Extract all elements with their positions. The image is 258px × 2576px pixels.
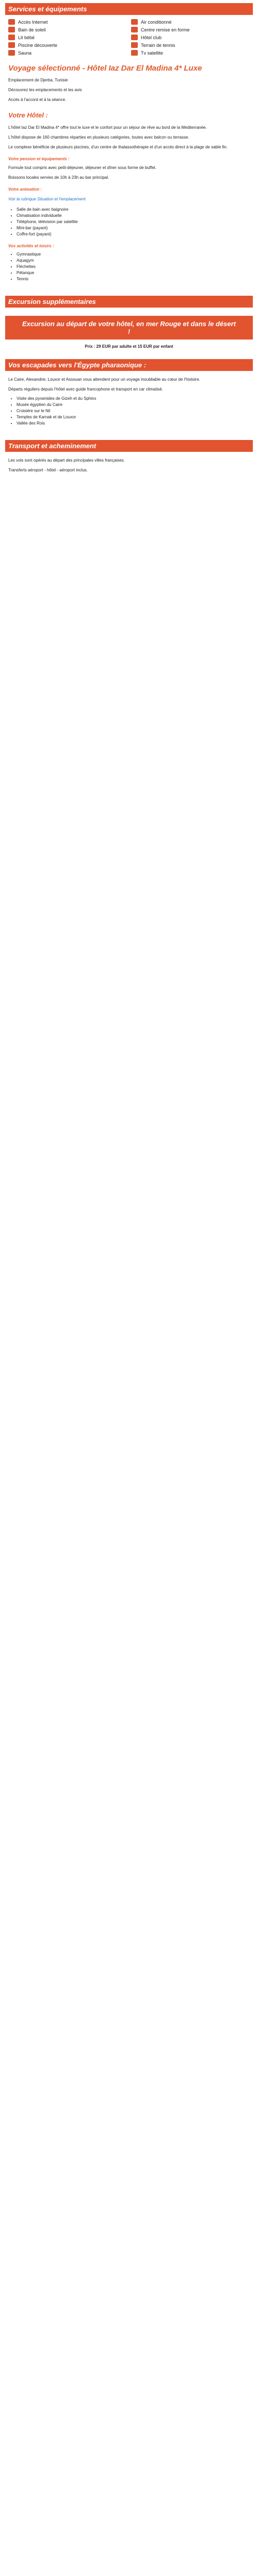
service-item: Tv satellite: [131, 50, 250, 56]
service-item: Air conditionné: [131, 19, 250, 25]
situation-link[interactable]: Voir la rubrique Situation et l'emplacement: [8, 197, 86, 201]
excursions-heading: Excursion supplémentaires: [5, 296, 253, 308]
list-item: • Pétanque: [17, 270, 250, 276]
crib-icon: [8, 35, 15, 40]
list-item: • Gymnastique: [17, 251, 250, 258]
egypt-block: [5, 371, 253, 431]
service-item: Sauna: [8, 50, 127, 56]
list-item: • Vallée des Rois: [17, 420, 250, 427]
excursion-price: Prix : 29 EUR par adulte et 15 EUR par enfant: [85, 344, 173, 349]
list-item: • Mini-bar (payant): [17, 225, 250, 231]
excursion-box: Excursion au départ de votre hôtel, en mer Rouge et dans le désert !: [5, 316, 253, 340]
hotel-name-title: Voyage sélectionné - Hôtel Iaz Dar El Madina 4* Luxe: [8, 64, 202, 73]
transport-heading: Transport et acheminement: [5, 440, 253, 452]
transport-paragraph: Les vols sont opérés au départ des principales villes françaises.: [8, 458, 125, 463]
activities-list: [17, 251, 250, 282]
egypt-list: [17, 396, 250, 427]
list-item: • Aquagym: [17, 258, 250, 264]
egypt-paragraph: Départs réguliers depuis l'hôtel avec guide francophone et transport en car climatisé.: [8, 387, 163, 392]
list-item: • Tennis: [17, 276, 250, 282]
club-icon: [131, 35, 138, 40]
animation-heading: Votre animation :: [8, 187, 42, 192]
service-item: Lit bébé: [8, 35, 127, 40]
pension-heading: Votre pension et équipements :: [8, 157, 70, 161]
hotel-paragraph: Le complexe bénéficie de plusieurs piscines, d'un centre de thalassothérapie et d'un accès direct à la plage de sable fin.: [8, 145, 228, 149]
services-title: Services et équipements: [5, 3, 253, 15]
wifi-icon: [8, 19, 15, 25]
sauna-icon: [8, 50, 15, 56]
pension-paragraph: Boissons locales servies de 10h à 23h au bar principal.: [8, 175, 109, 180]
service-item: Piscine découverte: [8, 42, 127, 48]
list-item: • Climatisation individuelle: [17, 213, 250, 219]
intro-line: Emplacement de Djerba, Tunisie: [8, 78, 68, 82]
hotel-heading: Votre Hôtel :: [8, 111, 48, 119]
services-grid: [5, 15, 253, 60]
pool-icon: [8, 42, 15, 48]
tv-icon: [131, 50, 138, 56]
pension-paragraph: Formule tout compris avec petit-déjeuner, déjeuner et dîner sous forme de buffet.: [8, 165, 157, 170]
egypt-heading: Vos escapades vers l'Égypte pharaonique :: [5, 359, 253, 371]
list-item: • Fléchettes: [17, 264, 250, 270]
intro-block: [5, 60, 253, 286]
list-item: • Visite des pyramides de Gizeh et du Sphinx: [17, 396, 250, 402]
transport-block: [5, 452, 253, 478]
room-amenities-list: [17, 207, 250, 238]
transport-paragraph: Transferts aéroport - hôtel - aéroport inclus.: [8, 468, 88, 472]
dumbbell-icon: [131, 27, 138, 32]
service-item: Centre remise en forme: [131, 27, 250, 32]
service-item: Accès Internet: [8, 19, 127, 25]
list-item: • Croisière sur le Nil: [17, 408, 250, 414]
sun-icon: [8, 27, 15, 32]
list-item: • Temples de Karnak et de Louxor: [17, 414, 250, 420]
service-item: Hôtel club: [131, 35, 250, 40]
hotel-paragraph: L'hôtel Iaz Dar El Madina 4* offre tout le luxe et le confort pour un séjour de rêve au bord de la Méditerranée.: [8, 125, 207, 130]
tennis-icon: [131, 42, 138, 48]
list-item: • Musée égyptien du Caire: [17, 402, 250, 408]
intro-line: Découvrez les emplacements et les avis: [8, 88, 82, 92]
service-item: Terrain de tennis: [131, 42, 250, 48]
page: [5, 0, 253, 478]
snowflake-icon: [131, 19, 138, 25]
list-item: • Salle de bain avec baignoire: [17, 207, 250, 213]
list-item: • Téléphone, télévision par satellite: [17, 219, 250, 225]
service-item: Bain de soleil: [8, 27, 127, 32]
hotel-paragraph: L'hôtel dispose de 160 chambres réparties en plusieurs catégories, toutes avec balcon ou terrasse.: [8, 135, 189, 140]
egypt-paragraph: Le Caire, Alexandrie, Louxor et Assouan vous attendent pour un voyage inoubliable au cœur de l'histoire.: [8, 377, 200, 382]
activities-heading: Vos activités et loisirs :: [8, 244, 54, 248]
intro-line: Accès à l'accord et à la séance.: [8, 97, 67, 102]
list-item: • Coffre-fort (payant): [17, 231, 250, 238]
